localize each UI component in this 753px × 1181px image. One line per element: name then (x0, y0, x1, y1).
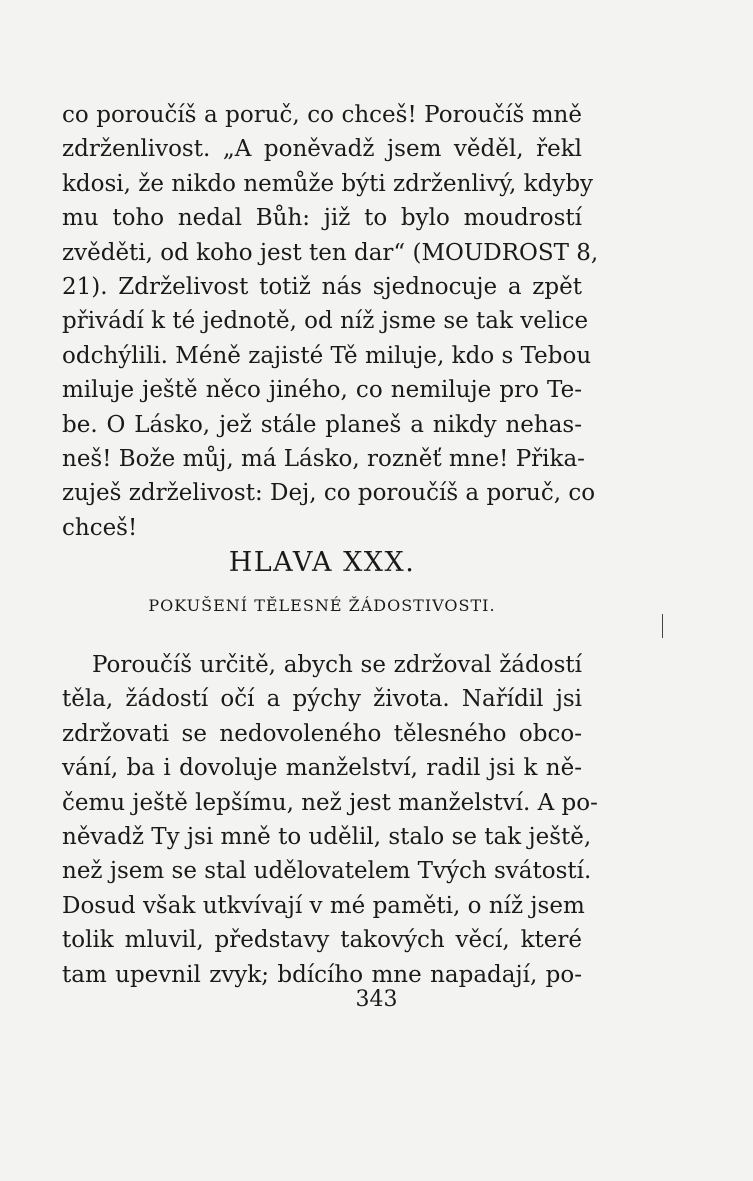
text-line: Poroučíš určitě, abych se zdržoval žádostí (92, 652, 582, 678)
text-line: tam upevnil zvyk; bdícího mne napadají, po- (62, 961, 582, 988)
text-line: miluje ještě něco jiného, co nemiluje pro Te- (62, 377, 582, 404)
text-line: 21). Zdrželivost totiž nás sjednocuje a zpět (62, 273, 582, 300)
chapter-subtitle: POKUŠENÍ TĚLESNÉ ŽÁDOSTIVOSTI. (148, 596, 496, 615)
text-line: kdosi, že nikdo nemůže býti zdrženlivý, kdyby (62, 170, 594, 197)
text-line: Dosud však utkvívají v mé paměti, o níž jsem (62, 892, 585, 919)
text-line: mu toho nedal Bůh: již to bylo moudrostí (62, 205, 582, 232)
text-line: chceš! (62, 514, 138, 541)
text-line: něvadž Ty jsi mně to udělil, stalo se tak ještě, (62, 823, 592, 850)
text-line: než jsem se stal udělovatelem Tvých svátostí. (62, 858, 592, 885)
chapter-title: HLAVA XXX. (228, 547, 416, 578)
text-line: odchýlili. Méně zajisté Tě miluje, kdo s Tebou (62, 342, 592, 369)
text-line: zvěděti, od koho jest ten dar“ (MOUDROST 8, (62, 239, 599, 266)
text-line: be. O Lásko, jež stále planeš a nikdy nehas- (62, 411, 582, 438)
text-line: zdrženlivost. „A poněvadž jsem věděl, řekl (62, 136, 582, 163)
text-line: vání, ba i dovoluje manželství, radil jsi k ně- (62, 755, 582, 782)
page-number: 343 (355, 987, 398, 1012)
text-line: zdržovati se nedovoleného tělesného obco- (62, 720, 582, 747)
text-line: tolik mluvil, představy takových věcí, které (62, 927, 582, 954)
text-line: zuješ zdrželivost: Dej, co poroučíš a poruč, co (62, 480, 596, 507)
text-line: přivádí k té jednotě, od níž jsme se tak velice (62, 308, 589, 335)
paragraph-continuation (62, 98, 599, 545)
margin-mark (662, 614, 663, 638)
text-line: co poroučíš a poruč, co chceš! Poroučíš mně (62, 102, 582, 128)
text-line: čemu ještě lepšímu, než jest manželství. A po- (62, 789, 598, 816)
text-line: těla, žádostí očí a pýchy života. Nařídil jsi (62, 686, 582, 713)
text-line: neš! Bože můj, má Lásko, rozněť mne! Přika- (62, 445, 585, 472)
paragraph-chapter-body (62, 648, 598, 992)
